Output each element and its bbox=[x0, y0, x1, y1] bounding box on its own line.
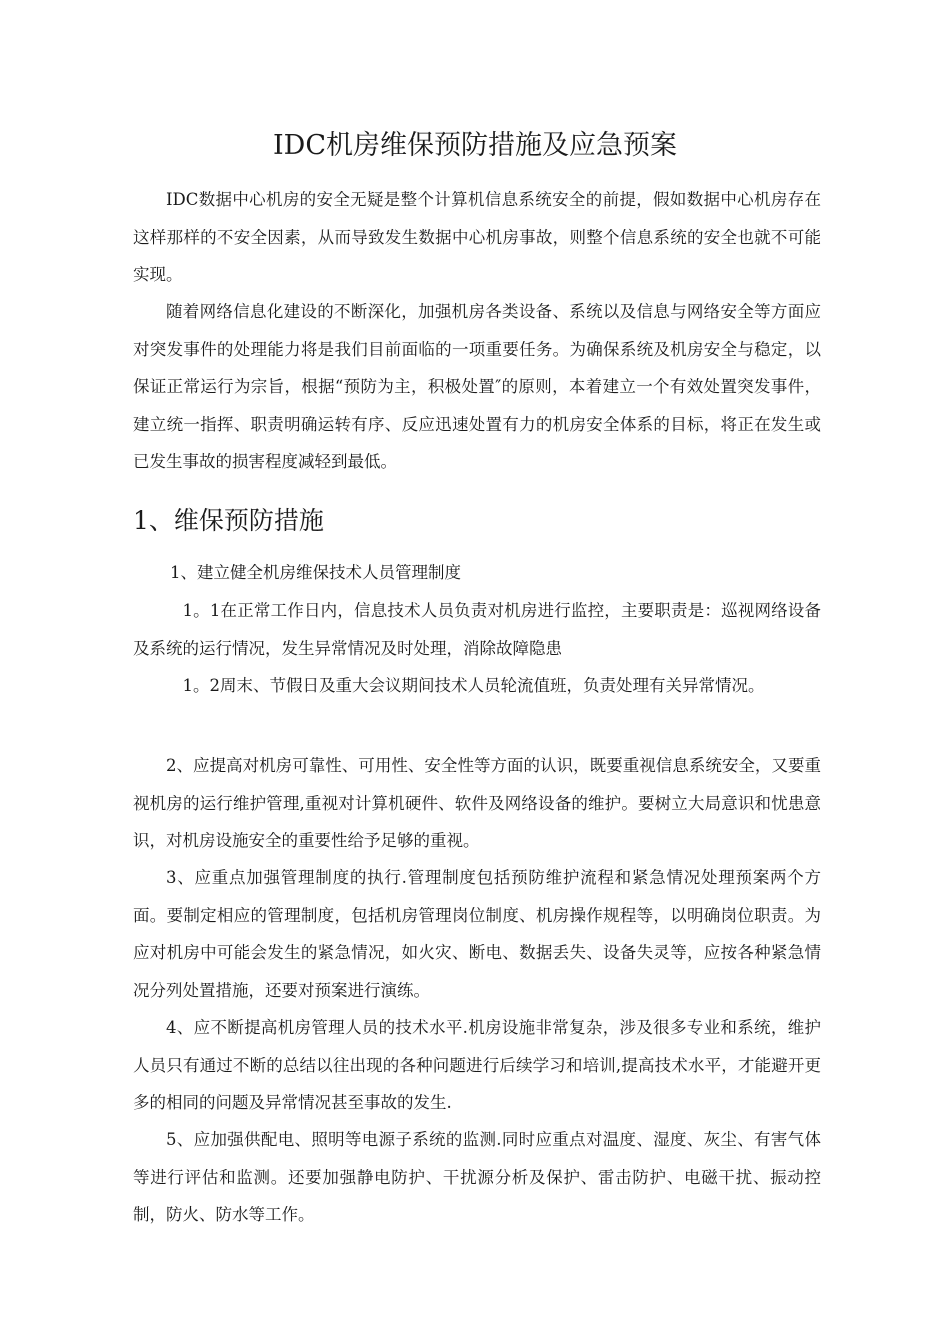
item-2-paragraph: 2、应提高对机房可靠性、可用性、安全性等方面的认识，既要重视信息系统安全，又要重视机房的运行维护管理,重视对计算机硬件、软件及网络设备的维护。要树立大局意识和忧患意识，对机房设施安全的重要性给予足够的重视。 bbox=[133, 756, 821, 850]
item-1-heading: 1、建立健全机房维保技术人员管理制度 bbox=[170, 563, 461, 582]
document-title: IDC机房维保预防措施及应急预案 bbox=[273, 130, 677, 161]
intro-paragraph-2: 随着网络信息化建设的不断深化，加强机房各类设备、系统以及信息与网络安全等方面应对突发事件的处理能力将是我们目前面临的一项重要任务。为确保系统及机房安全与稳定，以保证正常运行为宗旨，根据“预防为主，积极处置″的原则，本着建立一个有效处置突发事件，建立统一指挥、职责明确运转有序、反应迅速处置有力的机房安全体系的目标，将正在发生或已发生事故的损害程度减轻到最低。 bbox=[133, 302, 821, 471]
item-1-1-paragraph: 1。1在正常工作日内，信息技术人员负责对机房进行监控，主要职责是：巡视网络设备及系统的运行情况，发生异常情况及时处理，消除故障隐患 bbox=[133, 601, 821, 658]
item-1-2-paragraph: 1。2周末、节假日及重大会议期间技术人员轮流值班，负责处理有关异常情况。 bbox=[182, 676, 765, 695]
section-heading-prevention: 1、维保预防措施 bbox=[133, 506, 324, 535]
item-4-paragraph: 4、应不断提高机房管理人员的技术水平.机房设施非常复杂，涉及很多专业和系统，维护人员只有通过不断的总结以往出现的各种问题进行后续学习和培训,提高技术水平，才能避开更多的相同的问题及异常情况甚至事故的发生. bbox=[133, 1018, 821, 1112]
item-5-paragraph: 5、应加强供配电、照明等电源子系统的监测.同时应重点对温度、湿度、灰尘、有害气体等进行评估和监测。还要加强静电防护、干扰源分析及保护、雷击防护、电磁干扰、振动控制，防火、防水等工作。 bbox=[133, 1130, 821, 1224]
item-3-paragraph: 3、应重点加强管理制度的执行.管理制度包括预防维护流程和紧急情况处理预案两个方面。要制定相应的管理制度，包括机房管理岗位制度、机房操作规程等，以明确岗位职责。为应对机房中可能会发生的紧急情况，如火灾、断电、数据丢失、设备失灵等，应按各种紧急情况分列处置措施，还要对预案进行演练。 bbox=[133, 868, 821, 1000]
intro-paragraph-1: IDC数据中心机房的安全无疑是整个计算机信息系统安全的前提，假如数据中心机房存在这样那样的不安全因素，从而导致发生数据中心机房事故，则整个信息系统的安全也就不可能实现。 bbox=[133, 190, 821, 284]
